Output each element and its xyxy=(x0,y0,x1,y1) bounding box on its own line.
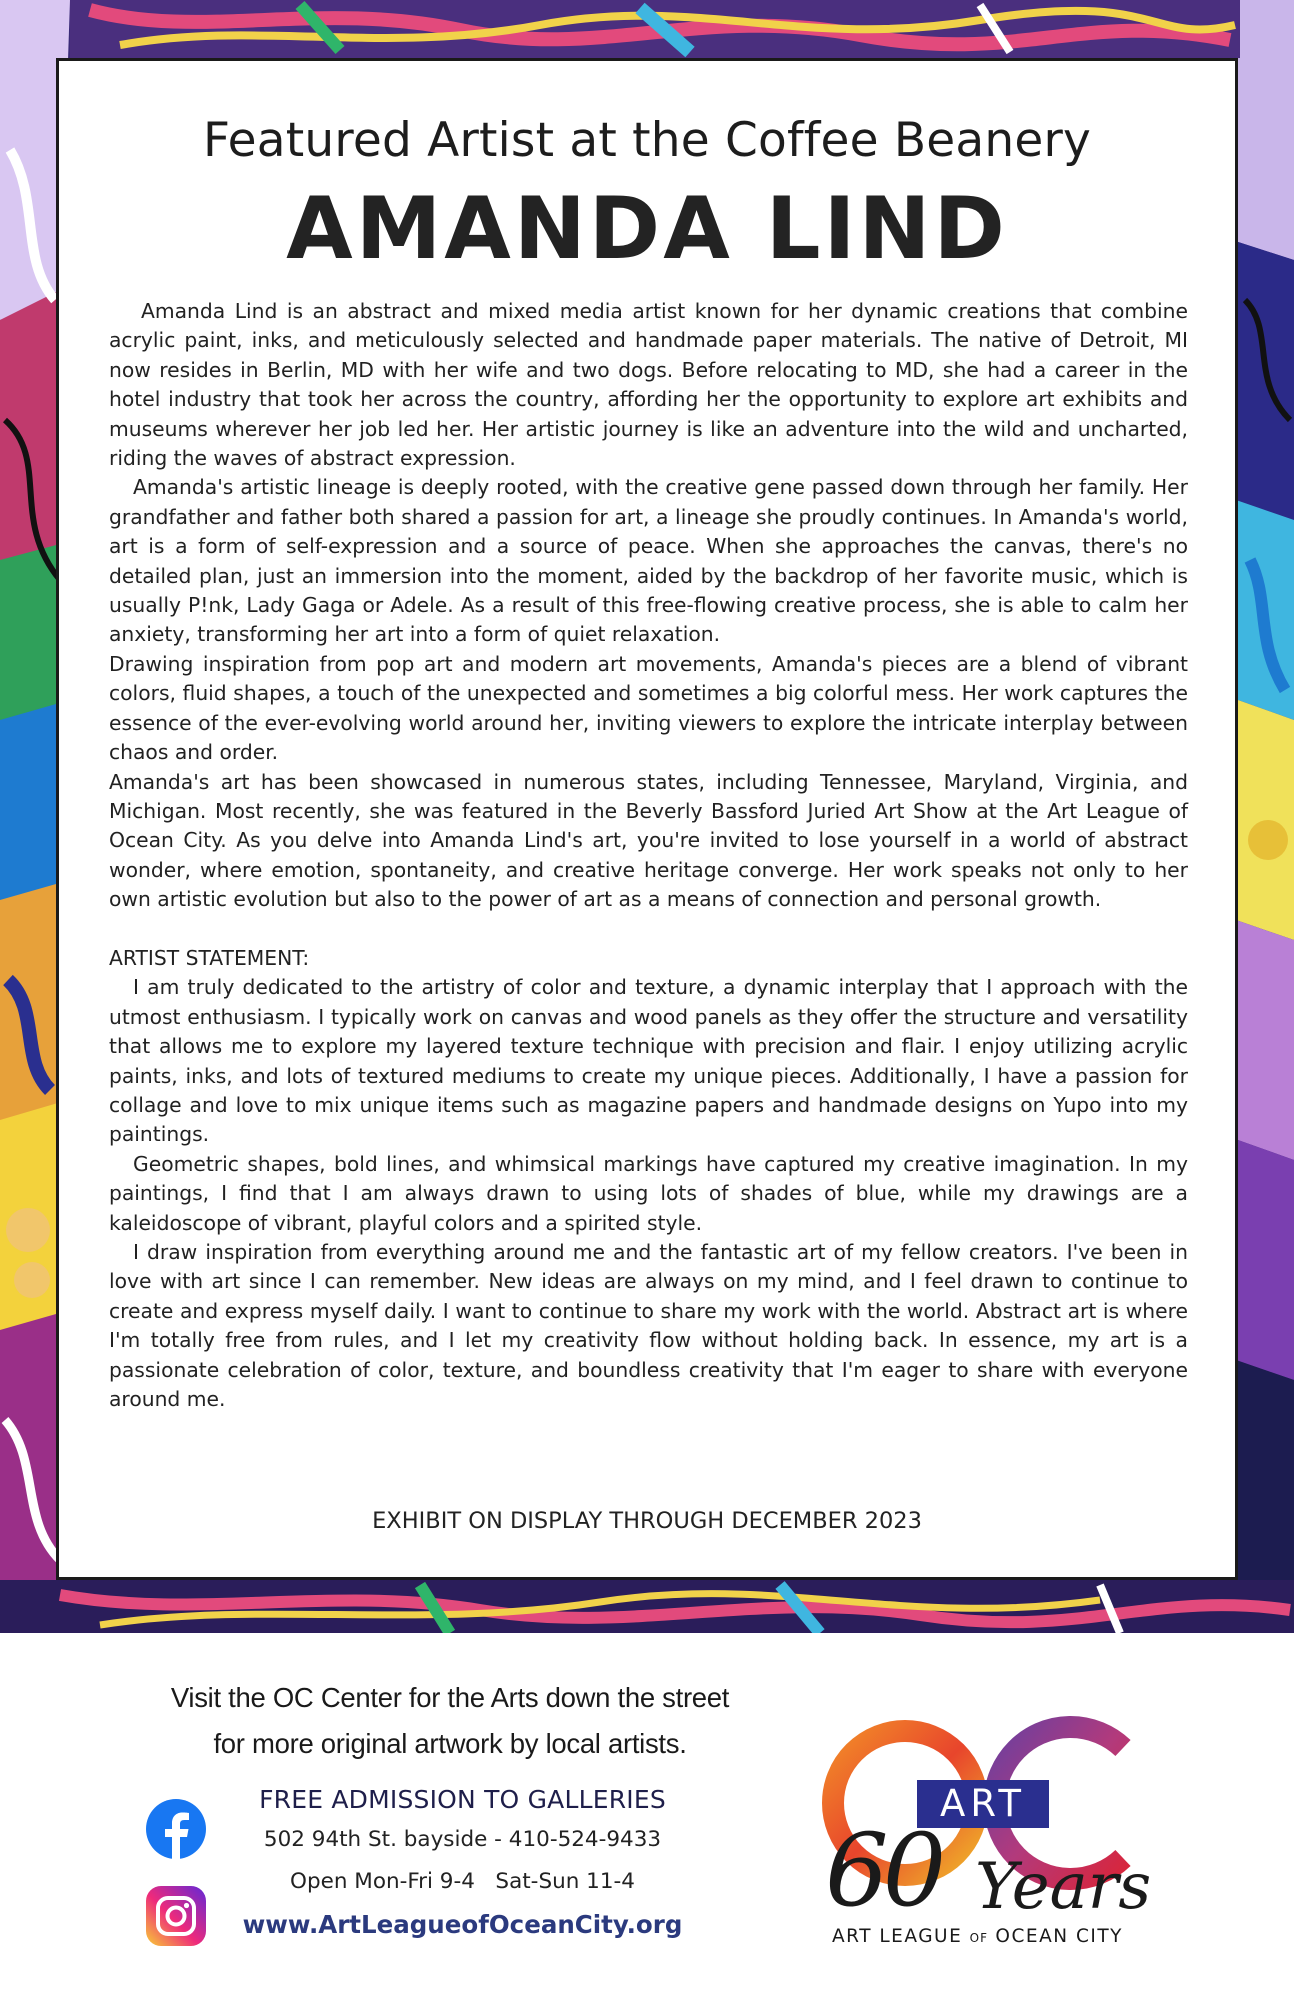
bio-paragraph: Drawing inspiration from pop art and modern art movements, Amanda's pieces are a blend of vibrant colors, fluid shapes, a touch of the unexpected and sometimes a big colorful mess. Her work captures the essence of the ever-evolving world around her, inviting viewers to explore the intricate interplay between chaos and order. xyxy=(109,651,1188,765)
logo-league-name xyxy=(805,1926,1150,1947)
bio-paragraph: Amanda's art has been showcased in numerous states, including Tennessee, Maryland, Virginia, and Michigan. Most recently, she was featured in the Beverly Bassford Juried Art Show at the Art League of Ocean City. As you delve into Amanda Lind's art, you're invited to lose yourself in a world of abstract wonder, where emotion, spontaneity, and creative heritage converge. Her work speaks not only to her own artistic evolution but also to the power of art as a means of connection and personal growth. xyxy=(109,769,1188,912)
artist-name: AMANDA LIND xyxy=(286,179,1008,279)
bio-paragraph: Amanda Lind is an abstract and mixed media artist known for her dynamic creations that combine acrylic paint, inks, and meticulously selected and handmade paper materials. The native of Detroit, MI now resides in Berlin, MD with her wife and two dogs. Before relocating to MD, she had a career in the hotel industry that took her across the country, affording her the opportunity to explore art exhibits and museums wherever her job led her. Her artistic journey is like an adventure into the wild and uncharted, riding the waves of abstract expression. xyxy=(109,299,1188,471)
logo-60: 60 xyxy=(825,1812,941,1929)
free-admission-heading: FREE ADMISSION TO GALLERIES xyxy=(259,1785,666,1814)
website-link[interactable]: www.ArtLeagueofOceanCity.org xyxy=(242,1910,683,1939)
logo-years: Years xyxy=(975,1850,1152,1924)
logo-league-pre: ART LEAGUE xyxy=(832,1926,963,1947)
logo-anniversary xyxy=(825,1812,1155,1930)
footer xyxy=(0,1633,1294,2000)
gallery-address: 502 94th St. bayside - 410-524-9433 xyxy=(263,1827,662,1852)
flyer-body xyxy=(109,297,1188,1414)
visit-line: Visit the OC Center for the Arts down the street xyxy=(170,1682,730,1713)
logo-art-label: ART xyxy=(917,1780,1049,1828)
flyer-headline: Featured Artist at the Coffee Beanery xyxy=(202,113,1092,168)
facebook-icon[interactable] xyxy=(145,1798,207,1860)
statement-heading: ARTIST STATEMENT: xyxy=(109,945,310,970)
paragraph-spacer xyxy=(109,915,1188,944)
gallery-hours: Open Mon-Fri 9-4 Sat-Sun 11-4 xyxy=(290,1869,635,1894)
logo-league-post: OCEAN CITY xyxy=(995,1926,1123,1947)
logo-league-of: OF xyxy=(969,1931,989,1945)
flyer-panel xyxy=(56,58,1238,1580)
exhibit-notice: EXHIBIT ON DISPLAY THROUGH DECEMBER 2023 xyxy=(372,1508,922,1534)
statement-paragraph: Geometric shapes, bold lines, and whimsical markings have captured my creative imagination. In my paintings, I find that I am always drawn to using lots of shades of blue, while my drawings are a kaleidoscope of vibrant, playful colors and a spirited style. xyxy=(109,1151,1188,1235)
statement-paragraph: I am truly dedicated to the artistry of color and texture, a dynamic interplay that I approach with the utmost enthusiasm. I typically work on canvas and wood panels as they offer the structure and versatility that allows me to explore my layered texture technique with precision and flair. I enjoy utilizing acrylic paints, inks, and lots of textured mediums to create my unique pieces. Additionally, I have a passion for collage and love to mix unique items such as magazine papers and handmade designs on Yupo into my paintings. xyxy=(109,975,1188,1147)
visit-line: for more original artwork by local artists. xyxy=(213,1728,687,1759)
statement-paragraph: I draw inspiration from everything around me and the fantastic art of my fellow creators. I've been in love with art since I can remember. New ideas are always on my mind, and I feel drawn to continue to create and express myself daily. I want to continue to share my work with the world. Abstract art is where I'm totally free from rules, and I let my creativity flow without holding back. In essence, my art is a passionate celebration of color, texture, and boundless creativity that I'm eager to share with everyone around me. xyxy=(109,1239,1188,1412)
instagram-icon[interactable] xyxy=(145,1885,207,1947)
art-league-logo xyxy=(805,1708,1150,1968)
visit-message xyxy=(100,1675,800,1767)
bio-paragraph: Amanda's artistic lineage is deeply rooted, with the creative gene passed down through her family. Her grandfather and father both shared a passion for art, a lineage she proudly continues. In Amanda's world, art is a form of self-expression and a source of peace. When she approaches the canvas, there's no detailed plan, just an immersion into the moment, aided by the backdrop of her favorite music, which is usually P!nk, Lady Gaga or Adele. As a result of this free-flowing creative process, she is able to calm her anxiety, transforming her art into a form of quiet relaxation. xyxy=(109,475,1188,647)
